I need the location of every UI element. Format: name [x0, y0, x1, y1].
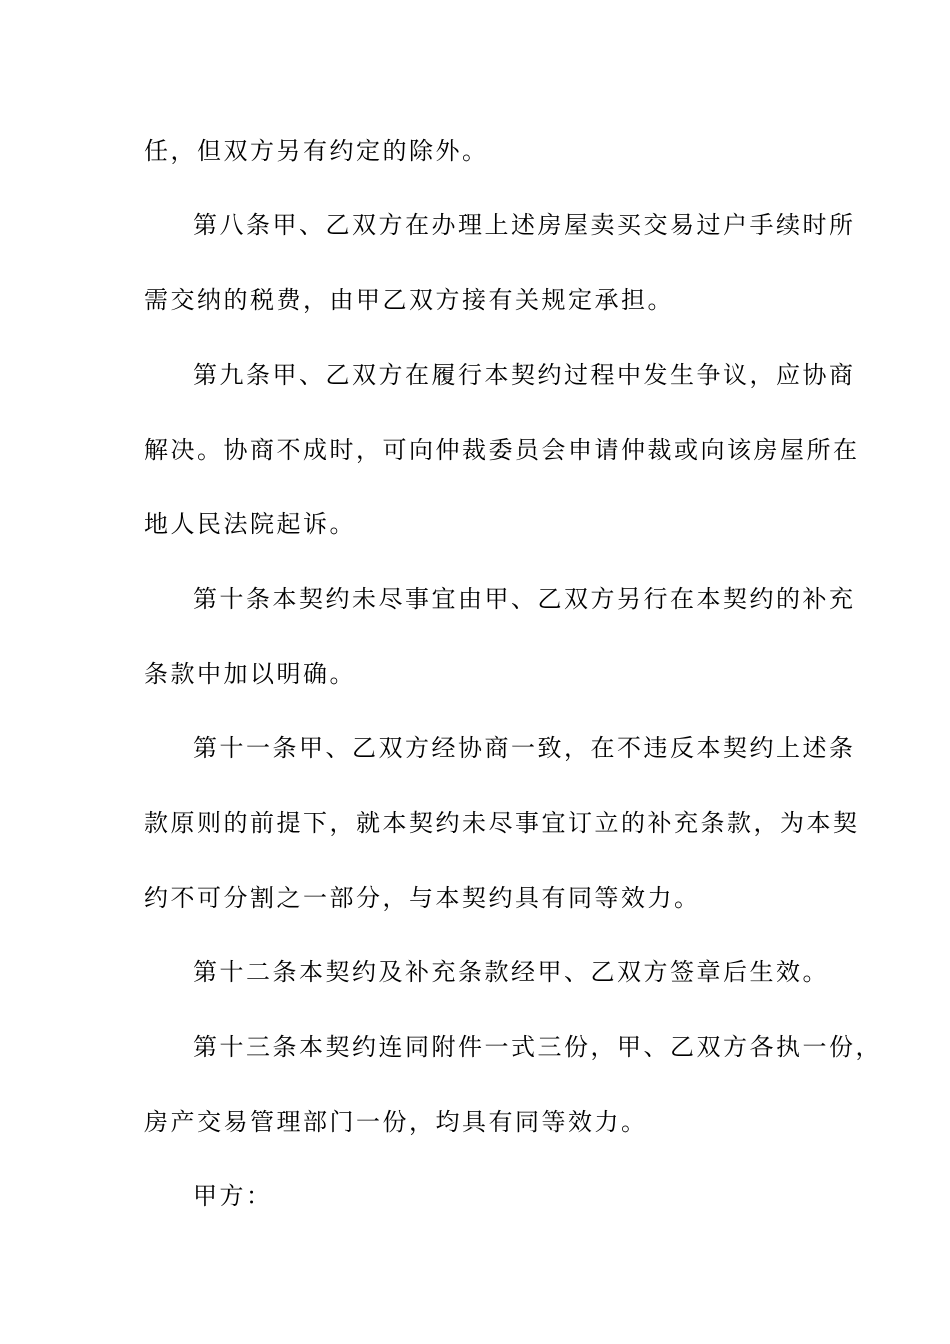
- text-line: 房产交易管理部门一份，均具有同等效力。: [144, 1108, 648, 1136]
- party-a-label: 甲方：: [193, 1182, 273, 1210]
- text-line: 任，但双方另有约定的除外。: [144, 137, 489, 165]
- clause-11-line: 第十一条甲、乙双方经协商一致，在不违反本契约上述条: [193, 734, 856, 762]
- text-line: 地人民法院起诉。: [144, 510, 356, 538]
- text-line: 款原则的前提下，就本契约未尽事宜订立的补充条款，为本契: [144, 809, 860, 837]
- text-line: 需交纳的税费，由甲乙双方接有关规定承担。: [144, 286, 674, 314]
- text-line: 解决。协商不成时，可向仲裁委员会申请仲裁或向该房屋所在: [144, 436, 860, 464]
- clause-10-line: 第十条本契约未尽事宜由甲、乙双方另行在本契约的补充: [193, 585, 856, 613]
- text-line: 条款中加以明确。: [144, 660, 356, 688]
- clause-12-line: 第十二条本契约及补充条款经甲、乙双方签章后生效。: [193, 958, 829, 986]
- text-line: 约不可分割之一部分，与本契约具有同等效力。: [144, 884, 701, 912]
- clause-13-line: 第十三条本契约连同附件一式三份，甲、乙双方各执一份，: [193, 1033, 882, 1061]
- clause-9-line: 第九条甲、乙双方在履行本契约过程中发生争议，应协商: [193, 361, 856, 389]
- clause-8-line: 第八条甲、乙双方在办理上述房屋卖买交易过户手续时所: [193, 211, 856, 239]
